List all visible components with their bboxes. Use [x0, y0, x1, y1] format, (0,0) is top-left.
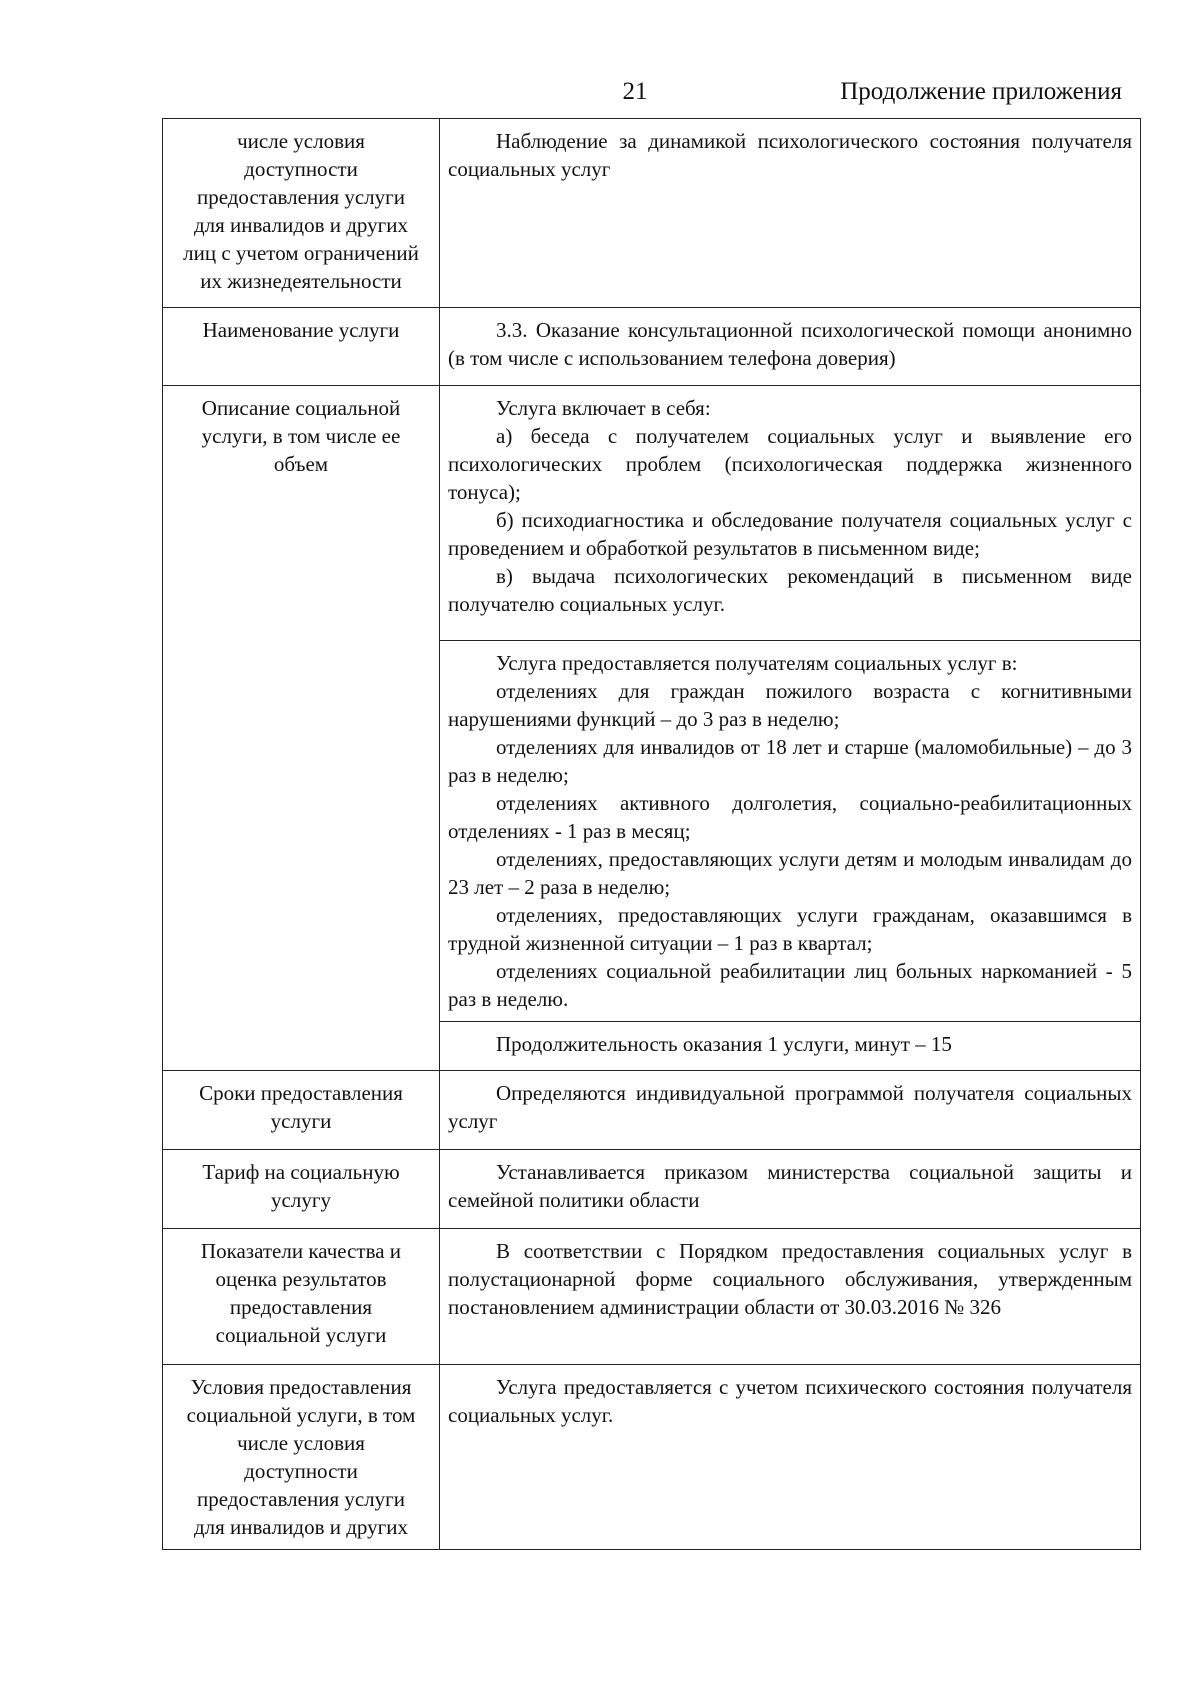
row-value — [440, 1150, 1141, 1229]
duration-text: Продолжительность оказания 1 услуги, минут – 15 — [496, 1032, 952, 1056]
table-row — [163, 1229, 1141, 1365]
includes-line: а) беседа с получателем социальных услуг и выявление его психологических проблем (психологическая поддержка жизненного тонуса); — [448, 424, 1132, 504]
label-line: социальной услуги, в том — [186, 1403, 416, 1427]
label-line: для инвалидов и других — [193, 1515, 408, 1539]
label-line: доступности — [244, 157, 358, 181]
table-row — [163, 119, 1141, 308]
description-duration — [440, 1022, 1141, 1071]
label-line: объем — [273, 452, 329, 476]
table-row — [163, 386, 1141, 641]
label-line: числе условия — [237, 129, 365, 153]
service-name-label: Наименование услуги — [163, 308, 440, 386]
tariff-text: Устанавливается приказом министерства социальной защиты и семейной политики области — [448, 1160, 1132, 1212]
provided-line: отделениях активного долголетия, социально-реабилитационных отделениях - 1 раз в месяц; — [448, 791, 1132, 843]
conditions-bottom-label — [163, 1365, 440, 1550]
label-line: лиц с учетом ограничений — [183, 241, 419, 265]
row-value — [440, 1365, 1141, 1550]
label-line: услуги, в том числе ее — [201, 424, 401, 448]
service-table — [162, 118, 1141, 1550]
label-line: Сроки предоставления — [199, 1081, 403, 1105]
label-line: их жизнедеятельности — [200, 269, 402, 293]
terms-label — [163, 1071, 440, 1150]
label-line: социальной услуги — [215, 1323, 387, 1347]
label-line: услуги — [270, 1109, 332, 1133]
label-line: предоставления услуги — [196, 185, 406, 209]
includes-line: Услуга включает в себя: — [496, 396, 711, 420]
row-value — [440, 1229, 1141, 1365]
conditions-top-text: Наблюдение за динамикой психологического состояния получателя социальных услуг — [448, 129, 1132, 181]
provided-line: отделениях для граждан пожилого возраста с когнитивными нарушениями функций – до 3 раз в неделю; — [448, 679, 1132, 731]
label-line: числе условия — [237, 1431, 365, 1455]
row-value — [440, 1071, 1141, 1150]
table-row — [163, 308, 1141, 386]
table-row — [163, 1150, 1141, 1229]
label-line: оценка результатов — [215, 1267, 387, 1291]
label-line: Показатели качества и — [200, 1239, 402, 1263]
table-row — [163, 1365, 1141, 1550]
table-row — [163, 1071, 1141, 1150]
conditions-bottom-text: Услуга предоставляется с учетом психического состояния получателя социальных услуг. — [448, 1375, 1132, 1427]
label-line: Условия предоставления — [190, 1375, 412, 1399]
terms-text: Определяются индивидуальной программой получателя социальных услуг — [448, 1081, 1132, 1133]
label-line: услугу — [271, 1188, 331, 1212]
label-line: доступности — [244, 1459, 358, 1483]
quality-label — [163, 1229, 440, 1365]
description-provided — [440, 641, 1141, 1022]
row-value — [440, 308, 1141, 386]
label-line: Описание социальной — [201, 396, 401, 420]
label-line: для инвалидов и других — [193, 213, 408, 237]
row-value — [440, 119, 1141, 308]
label-line: предоставления услуги — [196, 1487, 406, 1511]
page-caption: Продолжение приложения — [840, 78, 1122, 105]
label-line: Тариф на социальную — [202, 1160, 400, 1184]
provided-line: отделениях, предоставляющих услуги детям и молодым инвалидам до 23 лет – 2 раза в неделю; — [448, 847, 1132, 899]
provided-line: отделениях для инвалидов от 18 лет и старше (маломобильные) – до 3 раз в неделю; — [448, 735, 1132, 787]
row-label — [163, 119, 440, 308]
description-label — [163, 386, 440, 1071]
provided-line: отделениях социальной реабилитации лиц больных наркоманией - 5 раз в неделю. — [448, 959, 1132, 1011]
provided-line: Услуга предоставляется получателям социальных услуг в: — [496, 651, 1018, 675]
provided-line: отделениях, предоставляющих услуги гражданам, оказавшимся в трудной жизненной ситуации – 1 раз в квартал; — [448, 903, 1132, 955]
tariff-label — [163, 1150, 440, 1229]
includes-line: в) выдача психологических рекомендаций в письменном виде получателю социальных услуг. — [448, 564, 1132, 616]
label-line: предоставления — [229, 1295, 373, 1319]
service-name-text: 3.3. Оказание консультационной психологической помощи анонимно (в том числе с использованием телефона доверия) — [448, 318, 1132, 370]
page-number: 21 — [622, 78, 648, 105]
quality-text: В соответствии с Порядком предоставления социальных услуг в полустационарной форме социального обслуживания, утвержденным постановлением администрации области от 30.03.2016 № 326 — [448, 1239, 1132, 1319]
includes-line: б) психодиагностика и обследование получателя социальных услуг с проведением и обработкой результатов в письменном виде; — [448, 508, 1132, 560]
description-includes — [440, 386, 1141, 641]
